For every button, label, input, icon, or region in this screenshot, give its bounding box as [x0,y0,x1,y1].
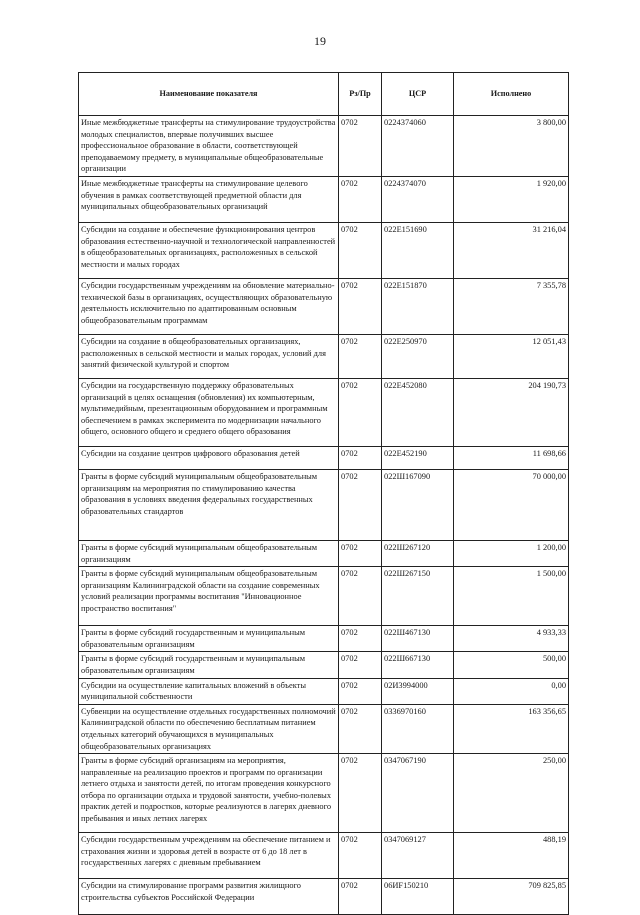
table-row [79,446,569,469]
row-executed: 4 933,33 [454,626,569,652]
table-row [79,222,569,278]
row-indicator-name: Иные межбюджетные трансферты на стимулирование целевого обучения в рамках соответствующей предметной области для муниципальных общеобразовательных организаций [79,176,339,222]
row-indicator-name: Гранты в форме субсидий муниципальным общеобразовательным организациям Калининградской области на создание современных условий реализации программы воспитания "Инновационное пространство воспитания" [79,567,339,626]
row-rz-pr: 0702 [339,833,382,879]
row-executed: 163 356,65 [454,704,569,753]
row-indicator-name: Субсидии на создание в общеобразовательных организациях, расположенных в сельской местности и малых городах, условий для занятий физической культурой и спортом [79,334,339,378]
header-indicator-name: Наименование показателя [79,73,339,116]
row-rz-pr: 0702 [339,879,382,915]
row-executed: 3 800,00 [454,116,569,177]
row-executed: 204 190,73 [454,378,569,446]
row-executed: 7 355,78 [454,278,569,334]
row-csr: 022E151690 [382,222,454,278]
table-row [79,626,569,652]
row-executed: 1 920,00 [454,176,569,222]
row-csr: 02И3994000 [382,678,454,704]
row-rz-pr: 0702 [339,222,382,278]
row-indicator-name: Субсидии на создание центров цифрового образования детей [79,446,339,469]
table-header-row [79,73,569,116]
row-rz-pr: 0702 [339,446,382,469]
row-indicator-name: Гранты в форме субсидий государственным и муниципальным образовательным организациям [79,626,339,652]
table-row [79,378,569,446]
row-executed: 500,00 [454,652,569,678]
row-indicator-name: Субсидии на государственную поддержку образовательных организаций в целях оснащения (обновления) их компьютерным, мультимедийным, презентационным оборудованием и программным обеспечением в рамках эксперимента по модернизации начального общего, основного общего и среднего общего образования [79,378,339,446]
row-csr: 0224374060 [382,116,454,177]
row-executed: 250,00 [454,754,569,833]
table-row [79,652,569,678]
row-indicator-name: Гранты в форме субсидий муниципальным общеобразовательным организациям [79,540,339,566]
row-indicator-name: Субсидии на стимулирование программ развития жилищного строительства субъектов Российской Федерации [79,879,339,915]
row-rz-pr: 0702 [339,626,382,652]
row-rz-pr: 0702 [339,540,382,566]
row-csr: 0347067190 [382,754,454,833]
row-executed: 0,00 [454,678,569,704]
header-csr: ЦСР [382,73,454,116]
table-row [79,540,569,566]
row-csr: 022E452190 [382,446,454,469]
table-row [79,704,569,753]
row-indicator-name: Гранты в форме субсидий муниципальным общеобразовательным организациям на мероприятия по стимулированию качества образования в условиях введения федеральных государственных образовательных стандартов [79,469,339,540]
row-executed: 11 698,66 [454,446,569,469]
row-rz-pr: 0702 [339,469,382,540]
row-csr: 022E452080 [382,378,454,446]
table-row [79,754,569,833]
row-rz-pr: 0702 [339,567,382,626]
table-row [79,567,569,626]
row-indicator-name: Субсидии государственным учреждениям на обеспечение питанием и страхования жизни и здоровья детей в возрасте от 6 до 18 лет в государственных лагерях с дневным пребыванием [79,833,339,879]
row-csr: 022Ш467130 [382,626,454,652]
table-row [79,116,569,177]
table-row [79,879,569,915]
row-executed: 70 000,00 [454,469,569,540]
row-indicator-name: Субсидии государственным учреждениям на обновление материально-технической базы в организациях, осуществляющих образовательную деятельность исключительно по адаптированным основным общеобразовательным программам [79,278,339,334]
row-rz-pr: 0702 [339,116,382,177]
row-csr: 06ИF150210 [382,879,454,915]
row-rz-pr: 0702 [339,652,382,678]
row-csr: 022Ш667130 [382,652,454,678]
row-csr: 0224374070 [382,176,454,222]
row-csr: 022Ш167090 [382,469,454,540]
header-rz-pr: Рз/Пр [339,73,382,116]
row-csr: 0336970160 [382,704,454,753]
row-csr: 022E151870 [382,278,454,334]
row-rz-pr: 0702 [339,754,382,833]
table-body [79,116,569,915]
row-rz-pr: 0702 [339,378,382,446]
row-rz-pr: 0702 [339,334,382,378]
row-executed: 488,19 [454,833,569,879]
table-row [79,278,569,334]
row-executed: 12 051,43 [454,334,569,378]
row-indicator-name: Иные межбюджетные трансферты на стимулирование трудоустройства молодых специалистов, впервые получивших высшее профессиональное образование в области, соответствующей преподаваемому предмету, в муниципальные общеобразовательные организации [79,116,339,177]
table-row [79,678,569,704]
row-executed: 1 200,00 [454,540,569,566]
row-rz-pr: 0702 [339,678,382,704]
budget-execution-table [78,72,569,915]
row-executed: 31 216,04 [454,222,569,278]
row-rz-pr: 0702 [339,176,382,222]
table-row [79,833,569,879]
row-rz-pr: 0702 [339,704,382,753]
row-indicator-name: Гранты в форме субсидий государственным и муниципальным образовательным организациям [79,652,339,678]
table-row [79,469,569,540]
row-executed: 709 825,85 [454,879,569,915]
row-csr: 0347069127 [382,833,454,879]
row-executed: 1 500,00 [454,567,569,626]
row-indicator-name: Субсидии на создание и обеспечение функционирования центров образования естественно-научной и технологической направленностей в общеобразовательных организациях, расположенных в сельской местности и малых городах [79,222,339,278]
table-row [79,334,569,378]
row-csr: 022E250970 [382,334,454,378]
table-row [79,176,569,222]
page-number: 19 [314,34,326,48]
row-indicator-name: Гранты в форме субсидий организациям на мероприятия, направленные на реализацию проектов и программ по организации летнего отдыха и занятости детей, по итогам проведения конкурсного отбора по организации отдыха и трудовой занятости, учебно-полевых практик детей и подростков, которые реализуются в лагерях дневного пребывания и иных летних лагерях [79,754,339,833]
row-rz-pr: 0702 [339,278,382,334]
row-csr: 022Ш267150 [382,567,454,626]
row-indicator-name: Субсидии на осуществление капитальных вложений в объекты муниципальной собственности [79,678,339,704]
header-executed: Исполнено [454,73,569,116]
row-csr: 022Ш267120 [382,540,454,566]
row-indicator-name: Субвенции на осуществление отдельных государственных полномочий Калининградской области по обеспечению бесплатным питанием отдельных категорий обучающихся в муниципальных общеобразовательных организациях [79,704,339,753]
